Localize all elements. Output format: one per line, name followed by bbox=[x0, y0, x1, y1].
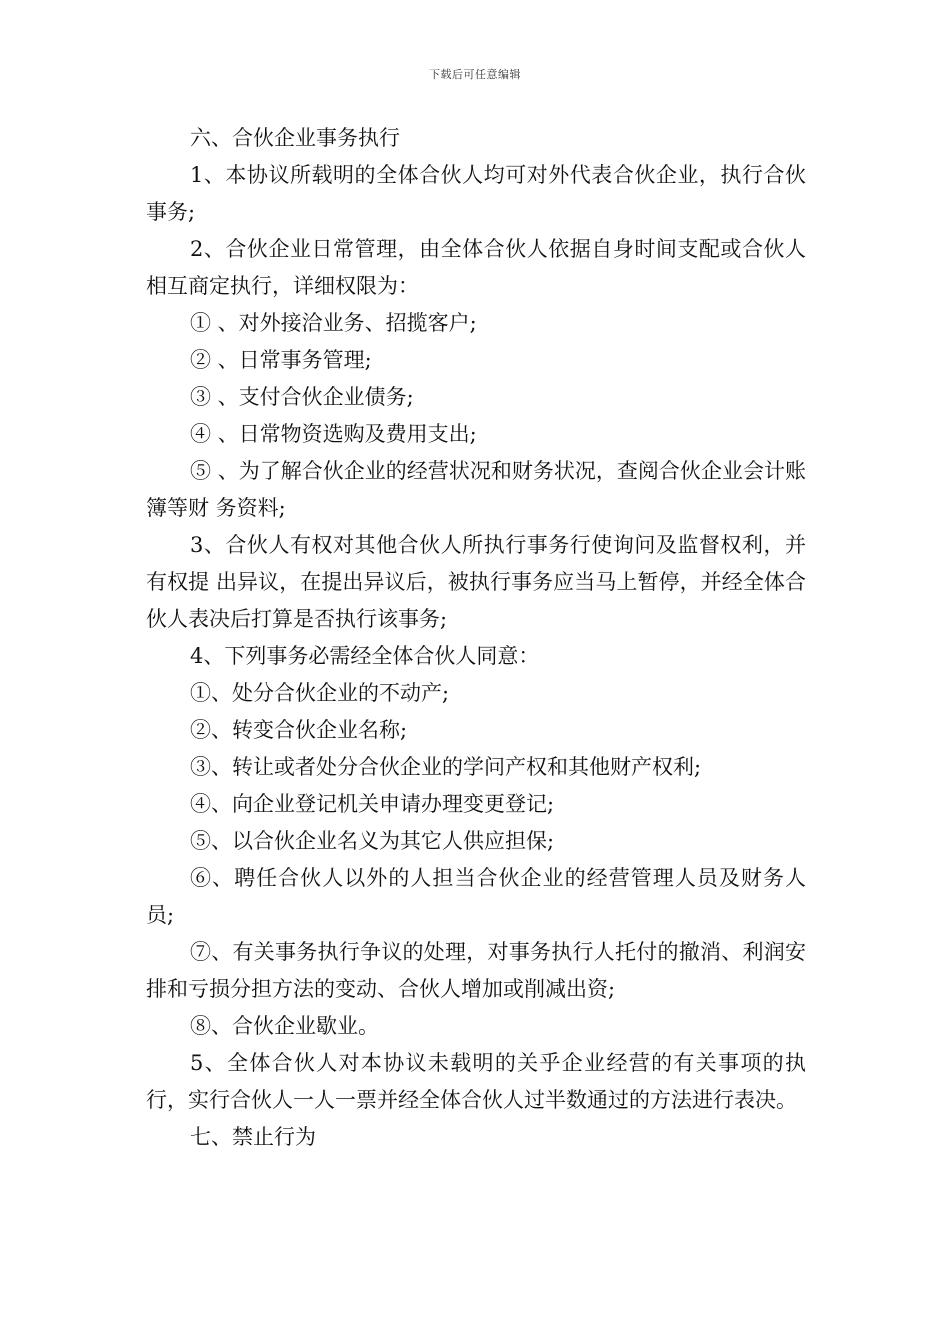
list-item: ⑥、聘任合伙人以外的人担当合伙企业的经营管理人员及财务人员; bbox=[146, 866, 806, 927]
page-header: 下载后可任意编辑 bbox=[429, 68, 521, 81]
list-item: ⑤ 、为了解合伙企业的经营状况和财务状况，查阅合伙企业会计账簿等财 务资料; bbox=[146, 459, 806, 520]
list-item: ④、向企业登记机关申请办理变更登记; bbox=[190, 792, 555, 816]
list-item: ② 、日常事务管理; bbox=[190, 348, 372, 372]
list-item: ①、处分合伙企业的不动产; bbox=[190, 681, 450, 705]
paragraph-2: 2、合伙企业日常管理，由全体合伙人依据自身时间支配或合伙人相互商定执行，详细权限为： bbox=[146, 237, 806, 298]
section-heading-7: 七、禁止行为 bbox=[190, 1125, 316, 1149]
list-item: ③、转让或者处分合伙企业的学问产权和其他财产权利; bbox=[190, 755, 702, 779]
list-item: ③ 、支付合伙企业债务; bbox=[190, 385, 414, 409]
paragraph-1: 1、本协议所载明的全体合伙人均可对外代表合伙企业，执行合伙事务; bbox=[146, 163, 806, 224]
list-item: ④ 、日常物资选购及费用支出; bbox=[190, 422, 477, 446]
list-item: ⑧、合伙企业歇业。 bbox=[190, 1014, 379, 1038]
paragraph-3: 3、合伙人有权对其他合伙人所执行事务行使询问及监督权利，并有权提 出异议，在提出异议后，被执行事务应当马上暂停，并经全体合伙人表决后打算是否执行该事务; bbox=[146, 533, 806, 631]
list-item: ⑦、有关事务执行争议的处理，对事务执行人托付的撤消、利润安排和亏损分担方法的变动、合伙人增加或削减出资; bbox=[146, 940, 806, 1001]
document-body bbox=[146, 120, 806, 1156]
list-item: ⑤、以合伙企业名义为其它人供应担保; bbox=[190, 829, 555, 853]
paragraph-4: 4、下列事务必需经全体合伙人同意： bbox=[190, 644, 540, 668]
list-item: ②、转变合伙企业名称; bbox=[190, 718, 408, 742]
paragraph-5: 5、全体合伙人对本协议未载明的关乎企业经营的有关事项的执行，实行合伙人一人一票并经全体合伙人过半数通过的方法进行表决。 bbox=[146, 1051, 806, 1112]
list-item: ① 、对外接洽业务、招揽客户; bbox=[190, 311, 477, 335]
section-heading-6: 六、合伙企业事务执行 bbox=[190, 126, 400, 150]
